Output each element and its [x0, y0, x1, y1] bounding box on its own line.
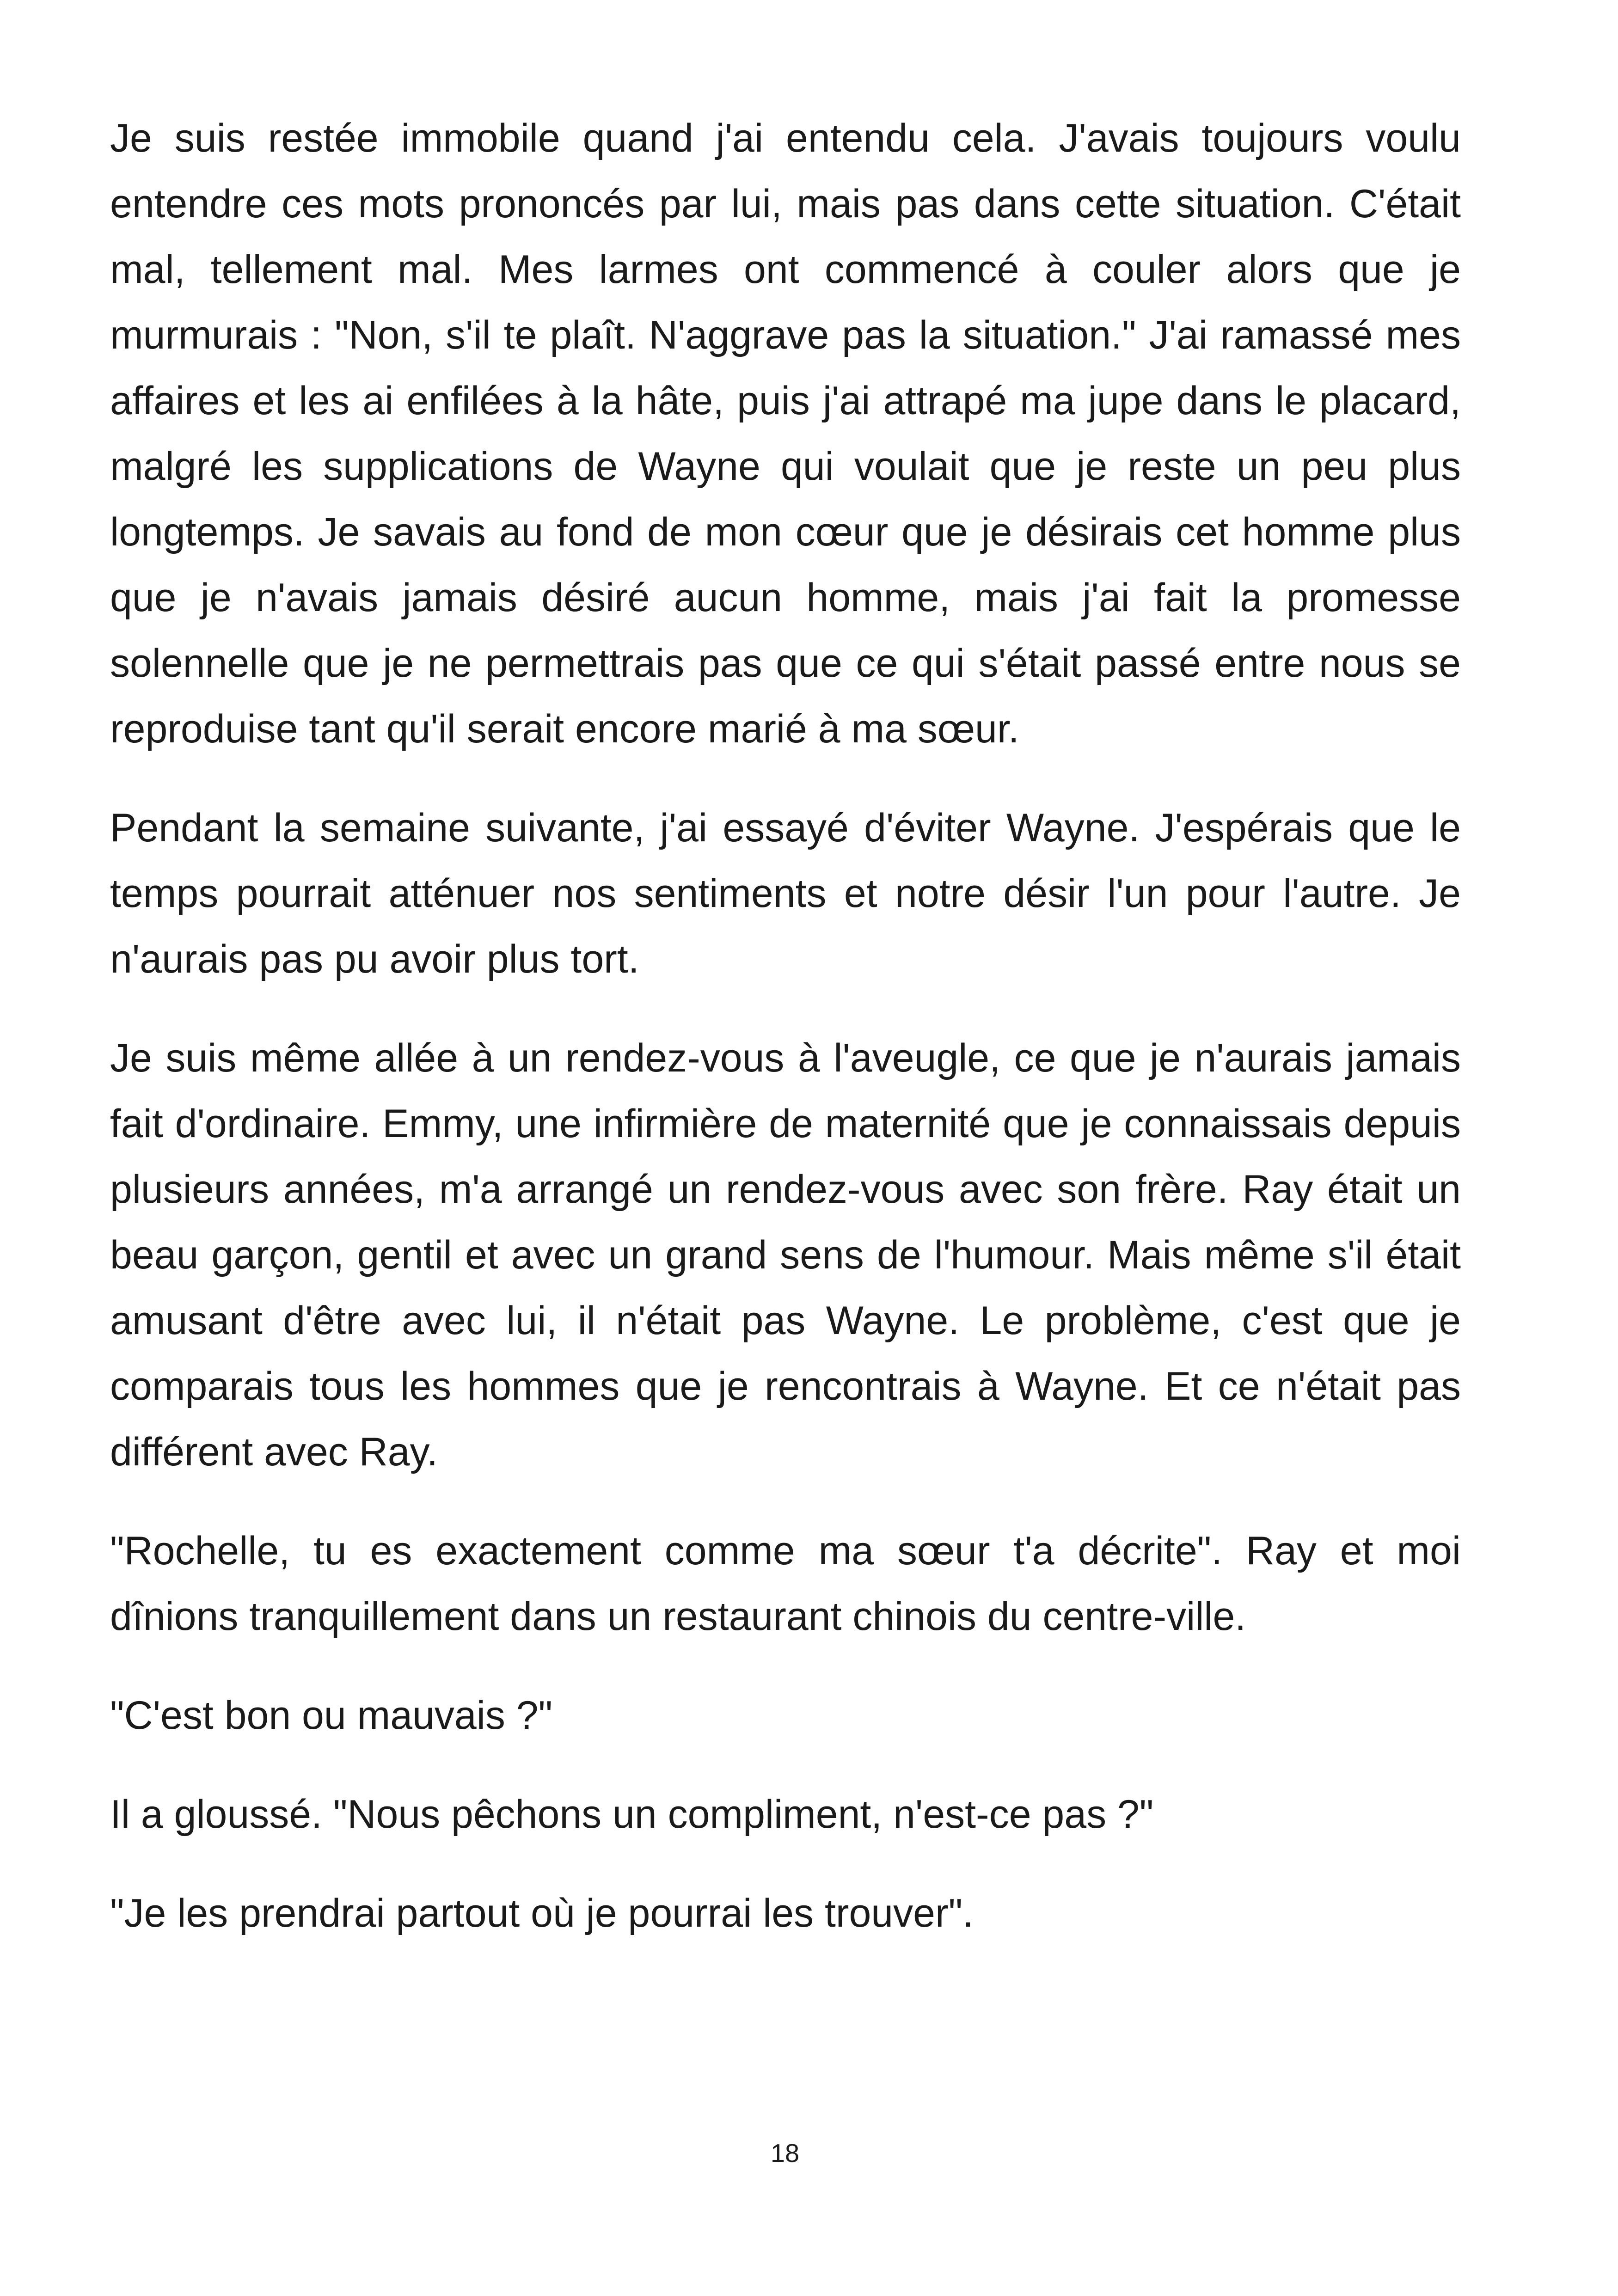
paragraph-7: "Je les prendrai partout où je pourrai les trouver".: [110, 1891, 974, 1935]
paragraph-5: "C'est bon ou mauvais ?": [110, 1693, 553, 1738]
paragraph-1: Je suis restée immobile quand j'ai entendu cela. J'avais toujours voulu entendre ces mots prononcés par lui, mais pas dans cette situation. C'était mal, tellement mal. Mes larmes ont commencé à couler alors que je murmurais : "Non, s'il te plaît. N'aggrave pas la situation." J'ai ramassé mes affaires et les ai enfilées à la hâte, puis j'ai attrapé ma jupe dans le placard, malgré les supplications de Wayne qui voulait que je reste un peu plus longtemps. Je savais au fond de mon cœur que je désirais cet homme plus que je n'avais jamais désiré aucun homme, mais j'ai fait la promesse solennelle que je ne permettrais pas que ce qui s'était passé entre nous se reproduise tant qu'il serait encore marié à ma sœur.: [110, 116, 1461, 751]
paragraph-6: Il a gloussé. "Nous pêchons un compliment, n'est-ce pas ?": [110, 1792, 1154, 1837]
paragraph-2: Pendant la semaine suivante, j'ai essayé d'éviter Wayne. J'espérais que le temps pourrait atténuer nos sentiments et notre désir l'un pour l'autre. Je n'aurais pas pu avoir plus tort.: [110, 806, 1461, 981]
page-number: 18: [770, 2138, 800, 2167]
paragraph-3: Je suis même allée à un rendez-vous à l'aveugle, ce que je n'aurais jamais fait d'ordinaire. Emmy, une infirmière de maternité que je connaissais depuis plusieurs années, m'a arrangé un rendez-vous avec son frère. Ray était un beau garçon, gentil et avec un grand sens de l'humour. Mais même s'il était amusant d'être avec lui, il n'était pas Wayne. Le problème, c'est que je comparais tous les hommes que je rencontrais à Wayne. Et ce n'était pas différent avec Ray.: [110, 1036, 1461, 1474]
paragraph-4: "Rochelle, tu es exactement comme ma sœur t'a décrite". Ray et moi dînions tranquillement dans un restaurant chinois du centre-ville.: [110, 1529, 1461, 1639]
body-text: [110, 105, 1461, 1979]
